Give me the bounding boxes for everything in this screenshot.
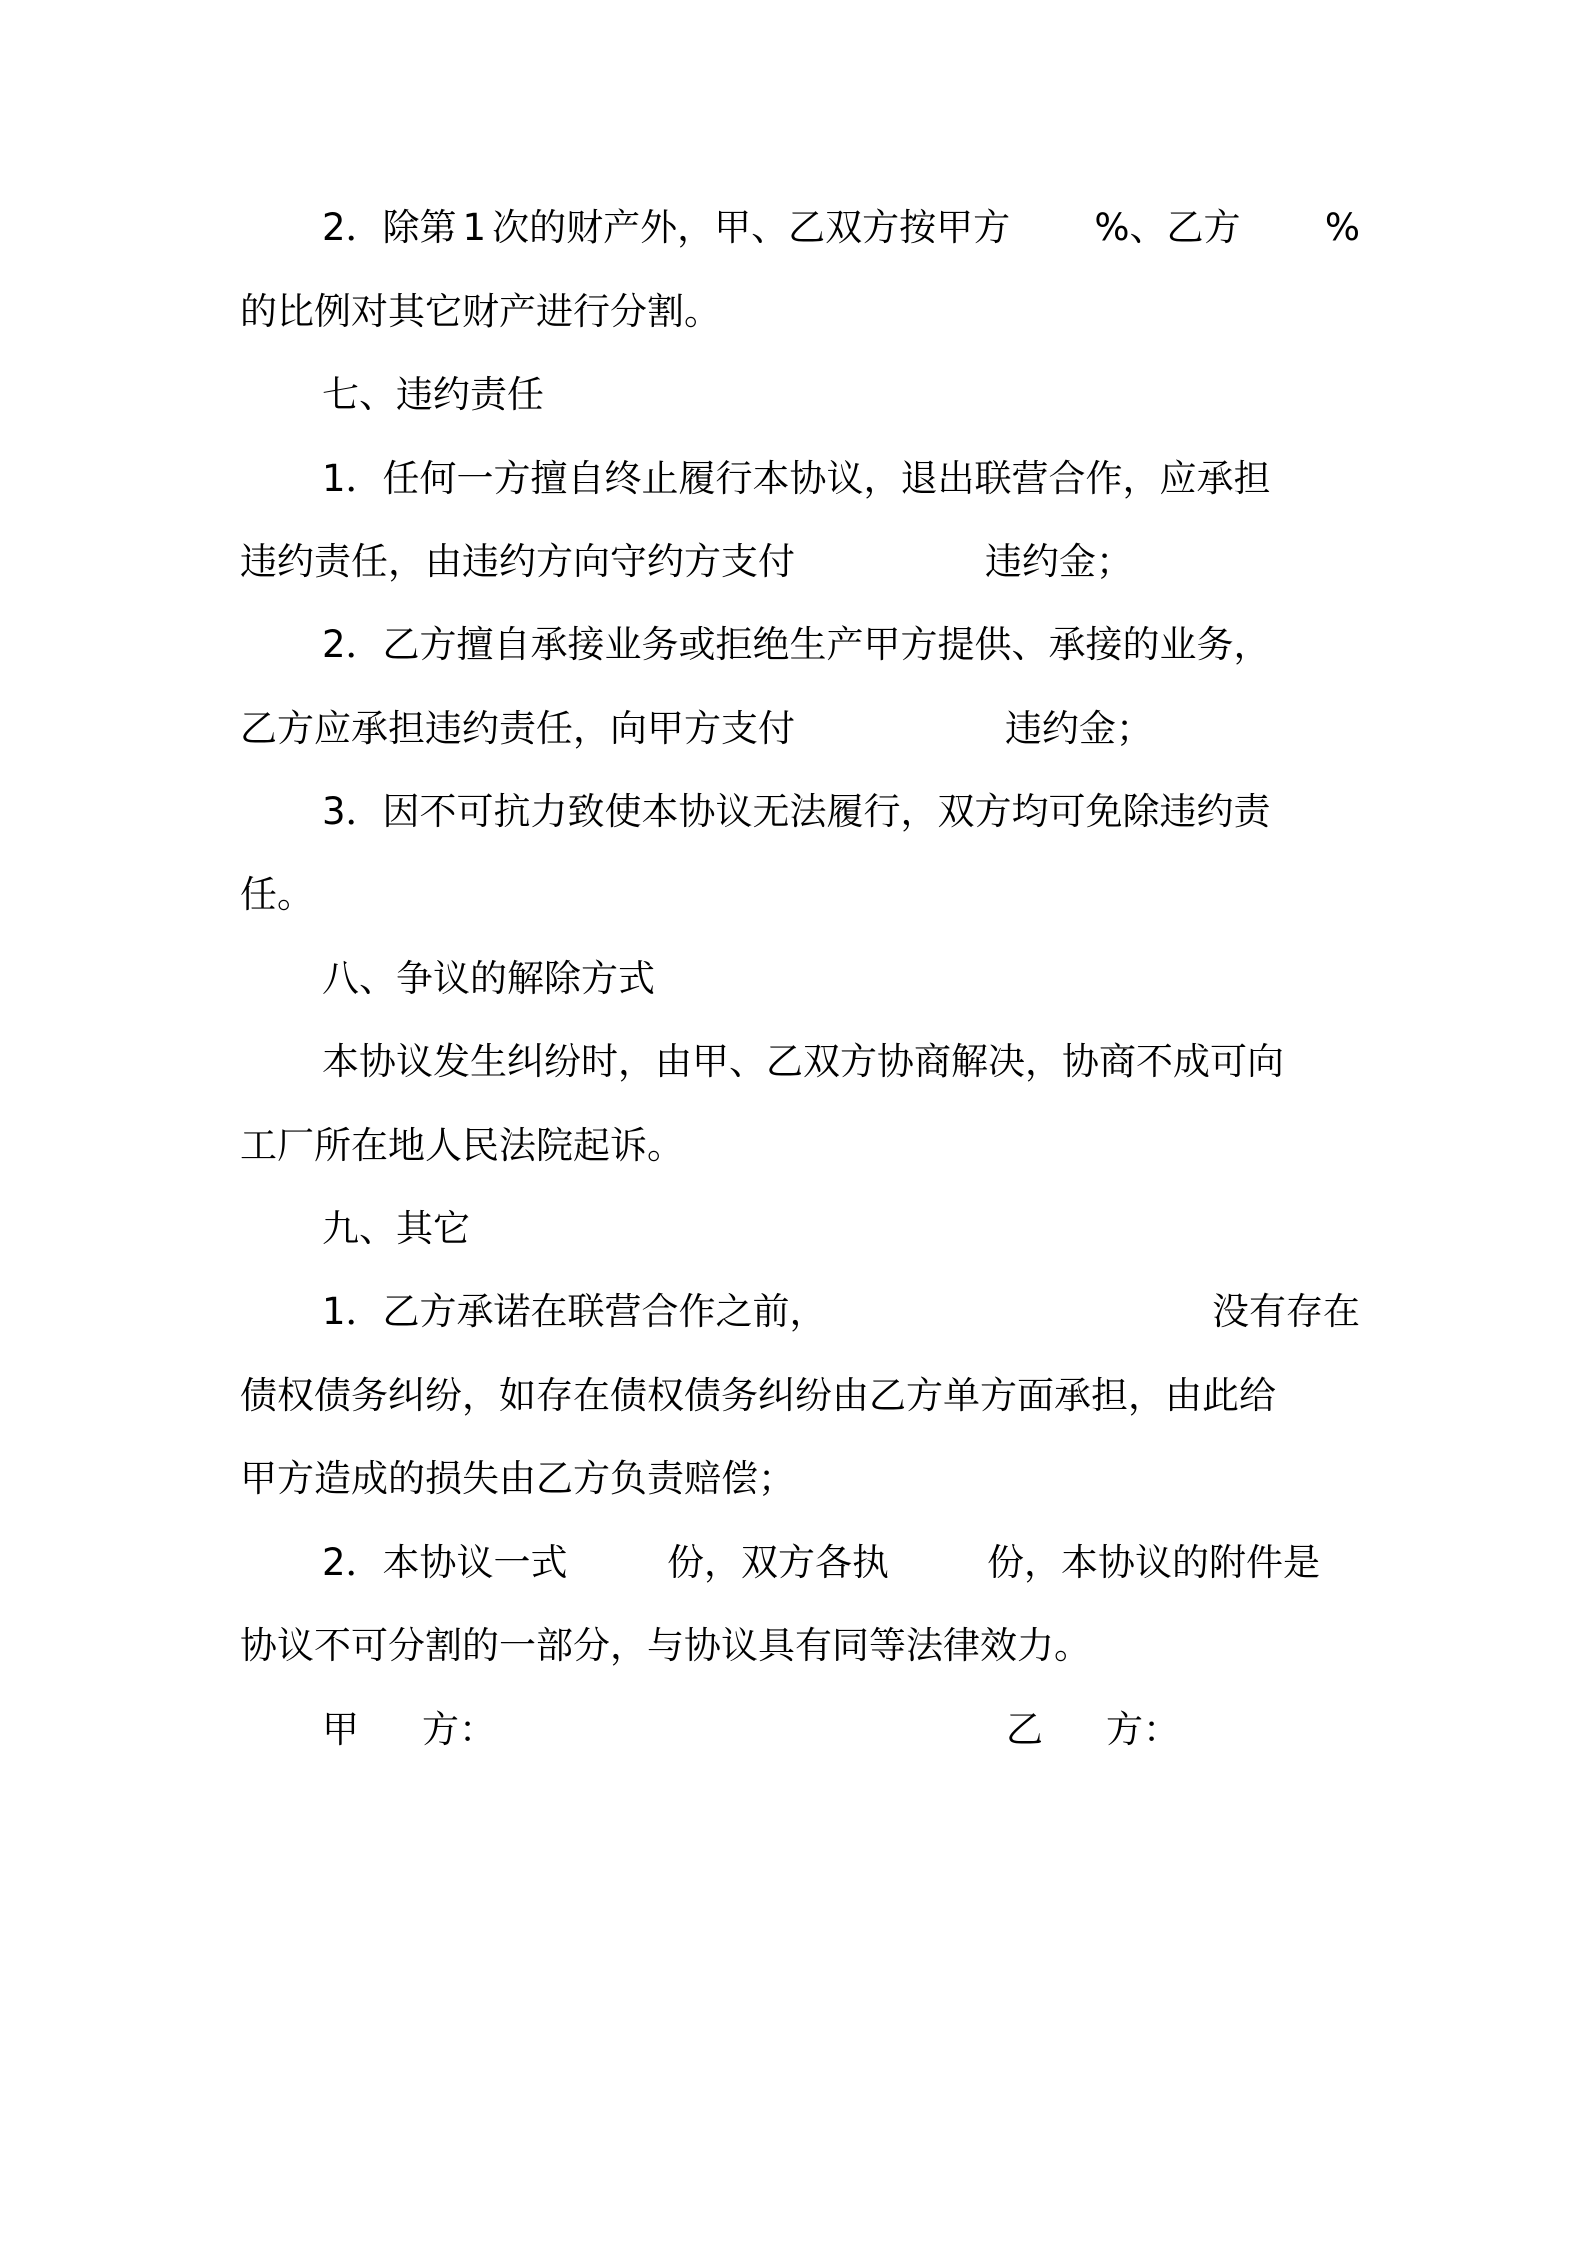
section6-item2-text-a: 2．除第 (322, 206, 457, 249)
section8-para-line1: 本协议发生纠纷时，由甲、乙双方协商解决，协商不成可向 (322, 1040, 1284, 1083)
section7-item1-line1: 1．任何一方擅自终止履行本协议，退出联营合作，应承担 (322, 457, 1271, 500)
section7-heading: 七、违约责任 (322, 373, 544, 416)
section7-item1-line2 (240, 532, 1360, 592)
section9-item2-text-c: 份，本协议的附件是 (987, 1541, 1320, 1584)
section9-item2-text-a: 2．本协议一式 (322, 1541, 568, 1584)
section9-item1-line3: 甲方造成的损失由乙方负责赔偿； (240, 1457, 795, 1500)
section9-item2-line1 (322, 1533, 1360, 1593)
section7-item1-text: 违约责任，由违约方向守约方支付 (240, 540, 795, 583)
section7-item1-penalty: 违约金； (985, 540, 1133, 583)
party-b-char2: 方： (1106, 1708, 1180, 1751)
section9-item1-line2: 债权债务纠纷，如存在债权债务纠纷由乙方单方面承担，由此给 (240, 1374, 1276, 1417)
section7-item2-text: 乙方应承担违约责任，向甲方支付 (240, 707, 795, 750)
signature-line (322, 1700, 1360, 1760)
section7-item3-line2: 任。 (240, 873, 314, 916)
party-a-char1: 甲 (322, 1708, 359, 1751)
section9-item1-text: 1．乙方承诺在联营合作之前， (322, 1290, 827, 1333)
section7-item3-line1: 3．因不可抗力致使本协议无法履行，双方均可免除违约责 (322, 790, 1271, 833)
section6-item2-line2: 的比例对其它财产进行分割。 (240, 290, 721, 333)
section7-item2-line2 (240, 699, 1360, 759)
section7-item2-penalty: 违约金； (1005, 707, 1153, 750)
section6-item2-percent-a: %、乙方 (1094, 206, 1241, 249)
section8-heading: 八、争议的解除方式 (322, 957, 655, 1000)
section6-item2-percent-b: % (1324, 206, 1360, 249)
party-a-char2: 方： (422, 1708, 496, 1751)
section9-item1-line1 (322, 1282, 1360, 1342)
section9-item1-tail: 没有存在 (1212, 1290, 1360, 1333)
section7-item2-line1: 2．乙方擅自承接业务或拒绝生产甲方提供、承接的业务， (322, 623, 1271, 666)
section8-para-line2: 工厂所在地人民法院起诉。 (240, 1124, 684, 1167)
section9-item2-text-b: 份，双方各执 (667, 1541, 889, 1584)
section9-heading: 九、其它 (322, 1207, 470, 1250)
section6-item2-text-b: 次的财产外，甲、乙双方按甲方 (492, 206, 1011, 249)
section9-item2-line2: 协议不可分割的一部分，与协议具有同等法律效力。 (240, 1624, 1091, 1667)
section6-item2-number: 1 (462, 206, 487, 249)
section6-item2-line1 (322, 198, 1360, 258)
party-b-char1: 乙 (1006, 1708, 1043, 1751)
